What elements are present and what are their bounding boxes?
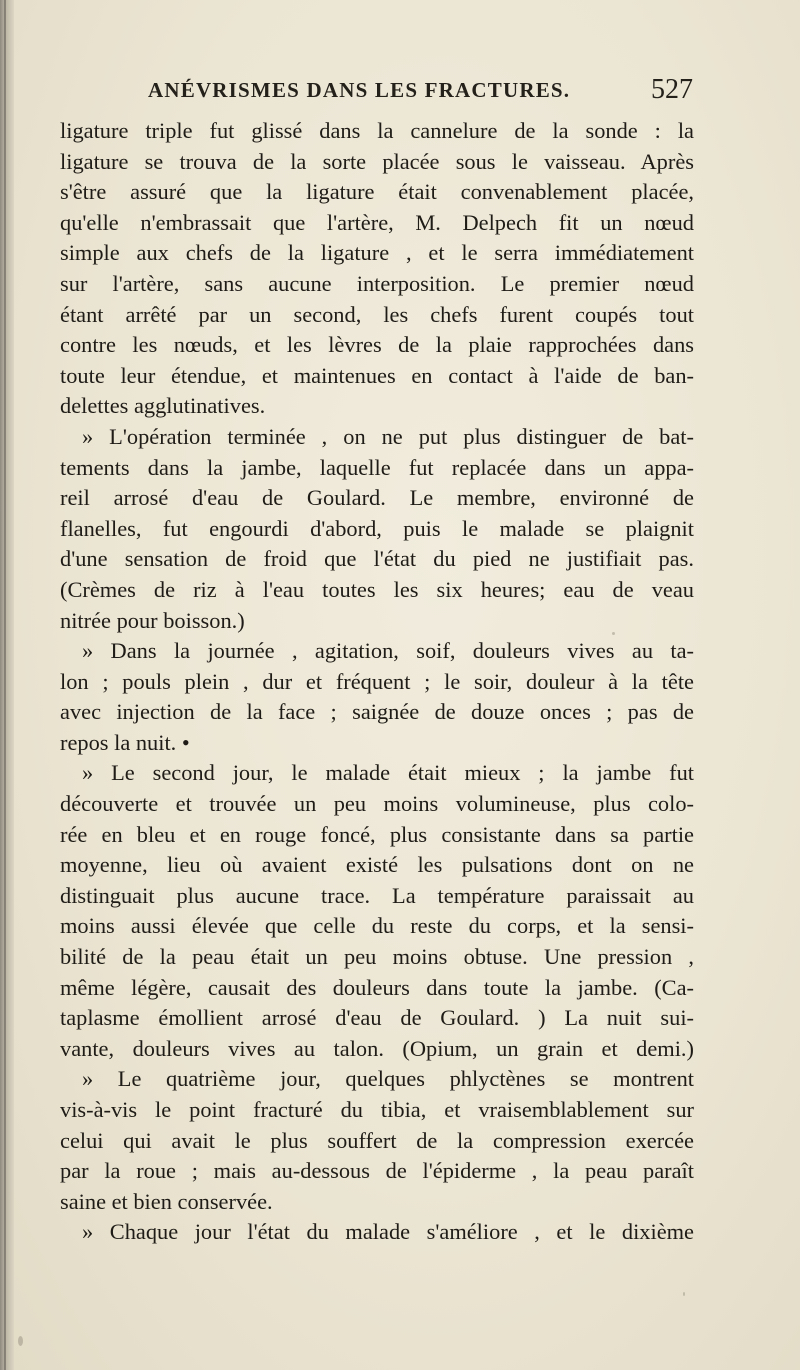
paper-speck [683,1292,685,1296]
book-gutter [0,0,14,1370]
text-line: nitrée pour boisson.) [60,607,245,633]
text-line: ligature triple fut glissé dans la cannelure de la sonde : la [60,118,694,143]
text-line: saine et bien conservée. [60,1188,273,1214]
text-line: moins aussi élevée que celle du reste du corps, et la sensi- [60,913,694,939]
text-line: celui qui avait le plus souffert de la compression exercée [60,1127,694,1153]
text-line: » Le second jour, le malade était mieux ; la jambe fut [82,760,694,786]
text-line: ligature se trouva de la sorte placée sous le vaisseau. Après [60,148,694,174]
text-line: sur l'artère, sans aucune interposition. Le premier nœud [60,270,694,296]
text-line: par la roue ; mais au-dessous de l'épiderme , la peau paraît [60,1158,694,1184]
text-line: d'une sensation de froid que l'état du pied ne justifiait pas. [60,546,694,572]
text-line: vante, douleurs vives au talon. (Opium, un grain et demi.) [60,1035,694,1061]
text-line: contre les nœuds, et les lèvres de la plaie rapprochées dans [60,332,694,358]
text-line: étant arrêté par un second, les chefs furent coupés tout [60,301,694,327]
text-line: » L'opération terminée , on ne put plus distinguer de bat- [82,423,694,449]
text-line: tements dans la jambe, laquelle fut replacée dans un appa- [60,454,694,480]
body-text [60,116,694,1248]
text-line: s'être assuré que la ligature était convenablement placée, [60,179,694,205]
text-line: taplasme émollient arrosé d'eau de Goulard. ) La nuit sui- [60,1005,694,1031]
text-line: » Chaque jour l'état du malade s'améliore , et le dixième [82,1219,694,1245]
text-line: vis-à-vis le point fracturé du tibia, et vraisemblablement sur [60,1097,694,1122]
text-line: lon ; pouls plein , dur et fréquent ; le soir, douleur à la tête [60,668,694,694]
text-line: moyenne, lieu où avaient existé les pulsations dont on ne [60,852,694,878]
paper-speck [612,632,615,635]
text-line: même légère, causait des douleurs dans toute la jambe. (Ca- [60,974,694,1000]
text-line: découverte et trouvée un peu moins volumineuse, plus colo- [60,791,694,817]
gutter-edge-line [4,0,6,1370]
running-head: ANÉVRISMES DANS LES FRACTURES. [148,78,571,102]
text-line: distinguait plus aucune trace. La température paraissait au [60,882,694,908]
text-line: rée en bleu et en rouge foncé, plus consistante dans sa partie [60,821,694,847]
text-line: » Le quatrième jour, quelques phlyctènes se montrent [82,1066,694,1092]
text-line: reil arrosé d'eau de Goulard. Le membre, environné de [60,485,694,511]
text-line: flanelles, fut engourdi d'abord, puis le malade se plaignit [60,515,694,541]
text-line: bilité de la peau était un peu moins obtuse. Une pression , [60,944,694,970]
text-line: repos la nuit. • [60,729,190,755]
text-line: avec injection de la face ; saignée de douze onces ; pas de [60,699,694,725]
text-line: (Crèmes de riz à l'eau toutes les six heures; eau de veau [60,576,694,602]
page-header [148,74,693,108]
text-line: » Dans la journée , agitation, soif, douleurs vives au ta- [82,638,694,664]
text-line: toute leur étendue, et maintenues en contact à l'aide de ban- [60,362,694,388]
paper-speck [18,1336,23,1346]
text-line: delettes agglutinatives. [60,393,266,419]
text-line: simple aux chefs de la ligature , et le serra immédiatement [60,240,694,266]
text-line: qu'elle n'embrassait que l'artère, M. Delpech fit un nœud [60,209,694,235]
page-number: 527 [651,74,693,105]
